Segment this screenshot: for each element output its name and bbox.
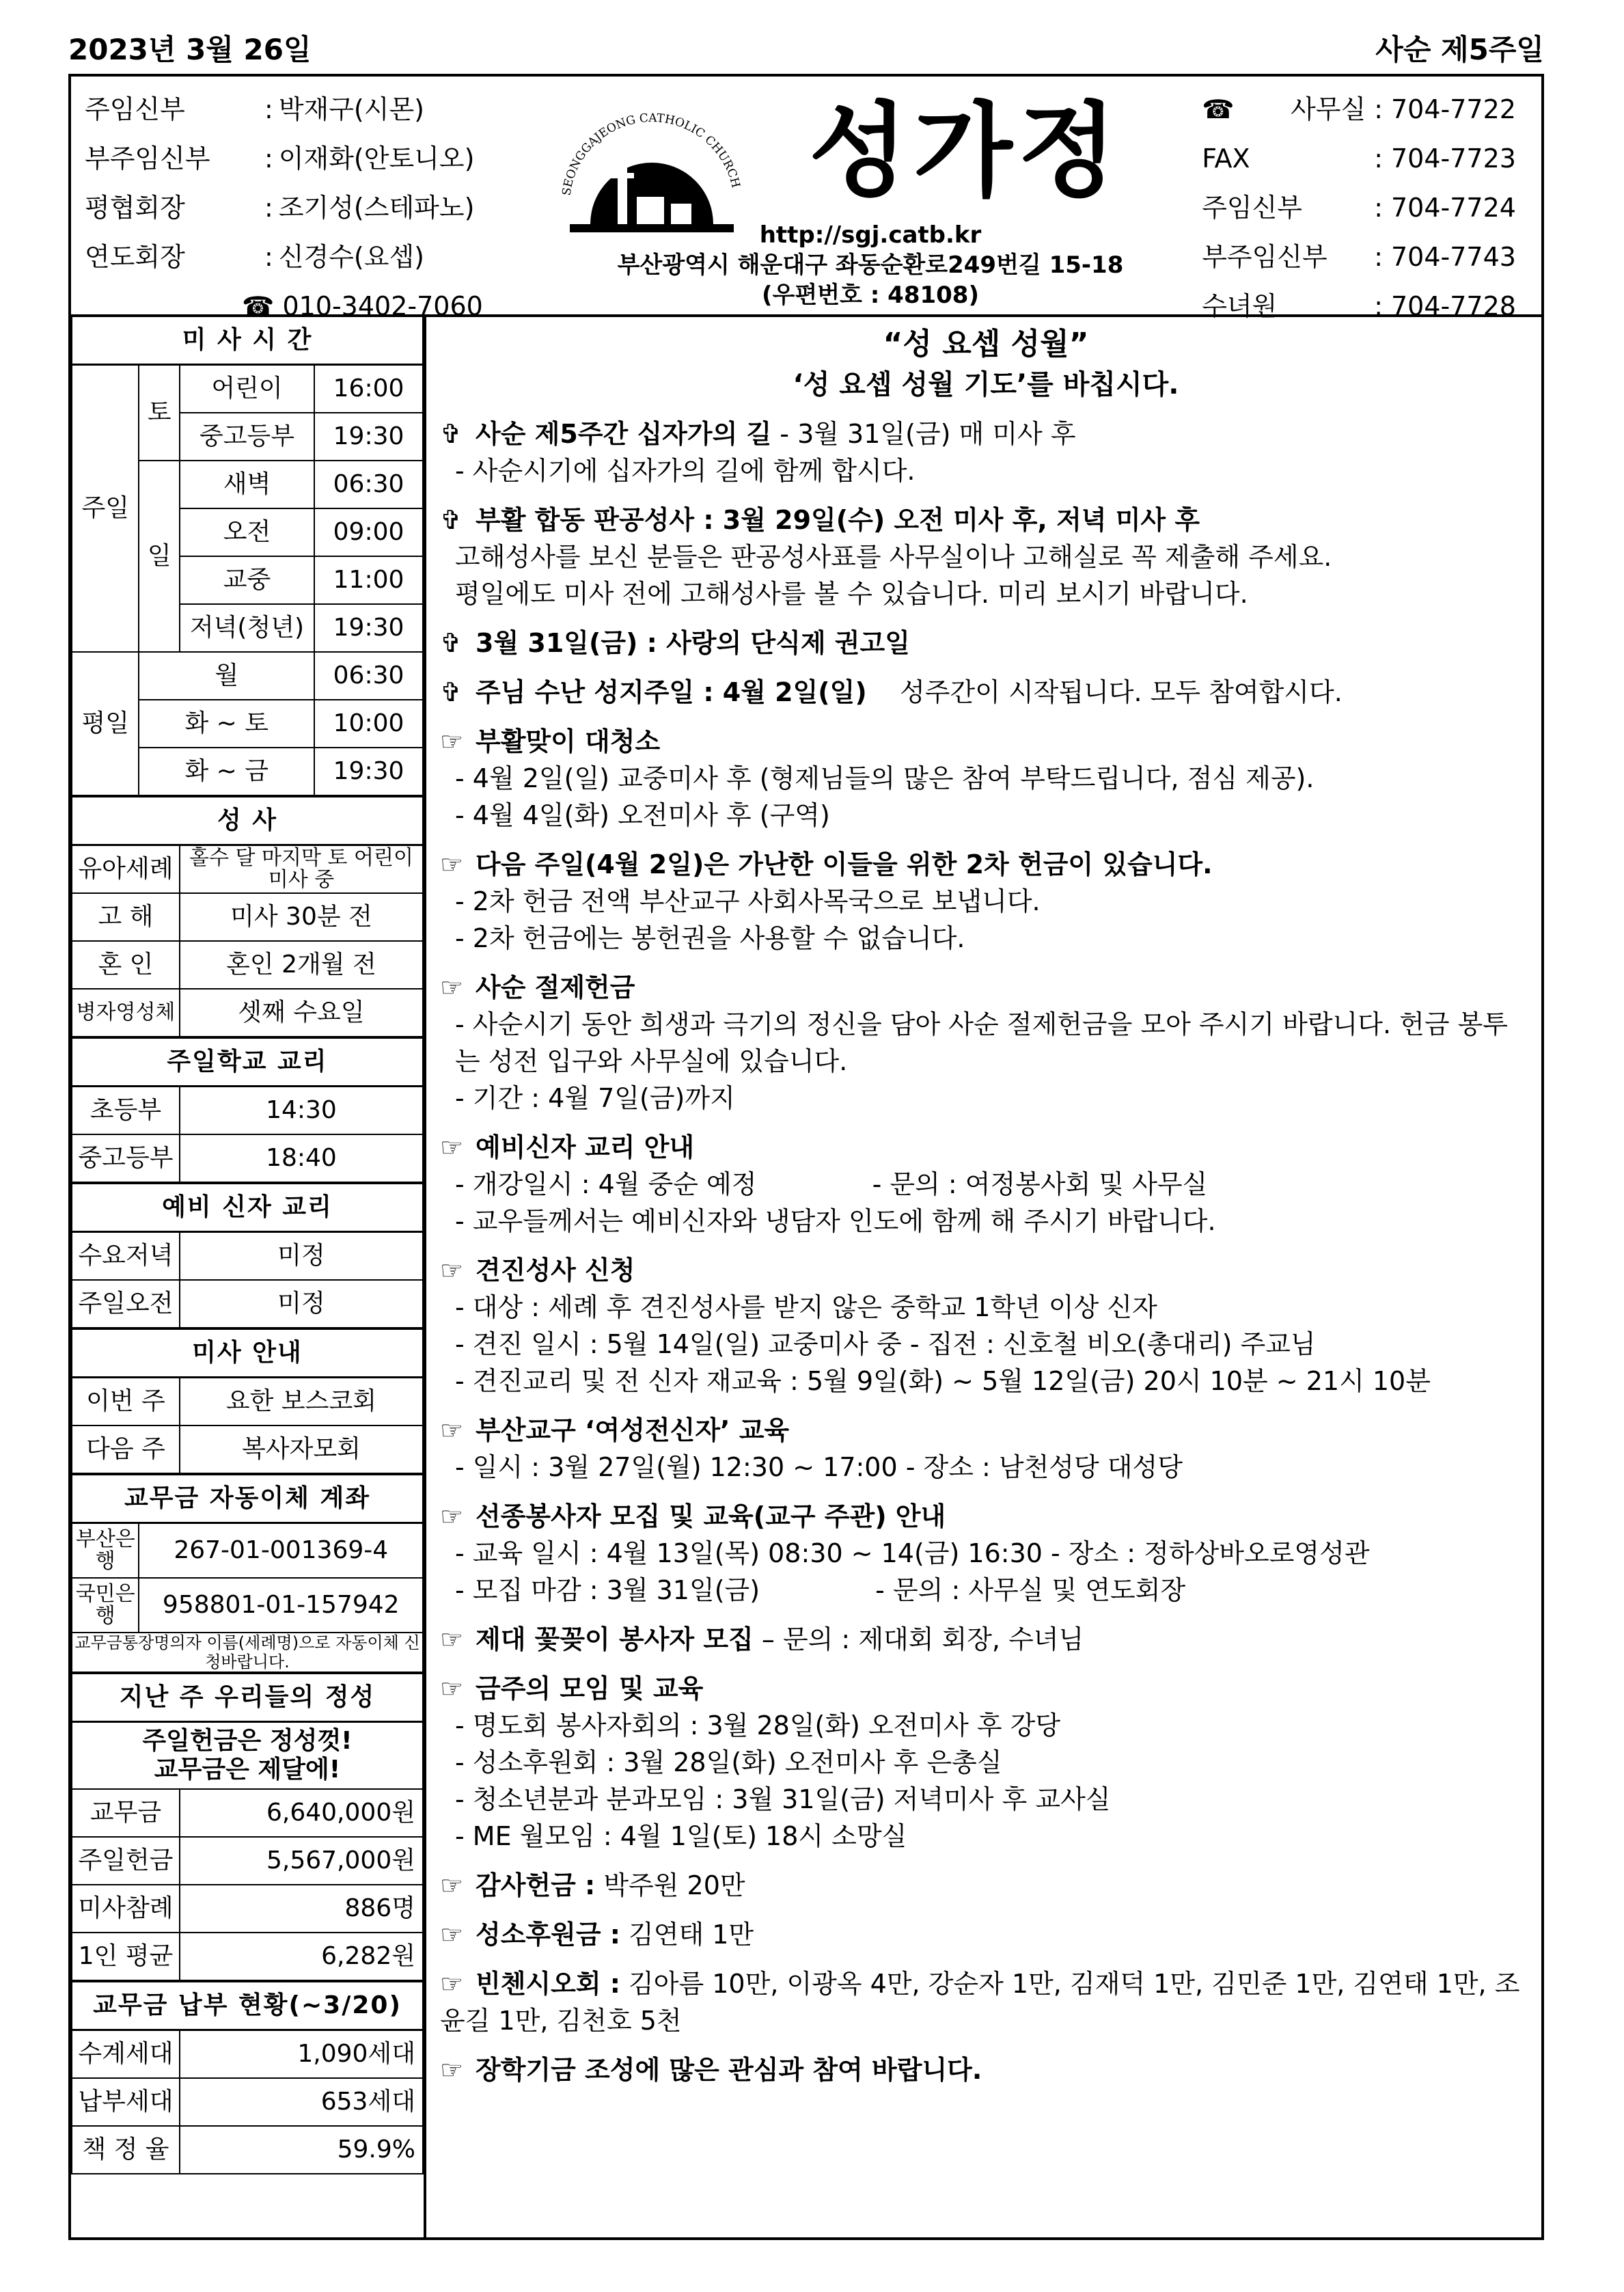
- phone-icon: ☎: [242, 291, 275, 321]
- announcement-title: 제대 꽃꽂이 봉사자 모집: [476, 1624, 754, 1654]
- announcement-line: - 2차 헌금 전액 부산교구 사회사목국으로 보냅니다.: [455, 886, 1041, 916]
- announcement-head: [440, 502, 1532, 538]
- announcement-item: [440, 1252, 1532, 1400]
- sidebar-table: 미 사 시 간 주일 토 어린이 16:00 중고등부 19:30 일 새벽 06:30 오전 09:00 교중 11:00 저녁(청년) 19:30 평일 월 06:30 화 ~ 토 10:00 화 ~ 금 19:30 성 사 유아세례 홀수 달 마지막 토 어린이 미사 중 고 해 미사 30분 전 혼 인 혼인 2개월 전 병자영성체 셋째 수요일 주일학교 교리 초등부 14:30 중고등부 18:40 예비 신자 교리 수요저녁 미정 주일오전 미정 미사 안내 이번 주 요한 보스코회 다음 주 복사자모회 교무금 자동이체 계좌 부산은행 267-01-001369-4 국민은행 958801-01-157942 교무금통장명의자 이름(세례명)으로 자동이체 신청바랍니다. 지난 주 우리들의 정성 주일헌금은 정성껏! 교무금은 제달에! 교무금 6,640,000원 주일헌금 5,567,000원 미사참례 886명 1인 평균 6,282원 교무금 납부 현황(~3/20) 수계세대 1,090세대 납부세대 653세대 책 정 율 59.9%: [71, 317, 424, 2174]
- address-block: [590, 220, 1151, 310]
- staff-phone: ☎ 010-3402-7060: [85, 282, 483, 331]
- cross-icon: ✞: [440, 505, 462, 535]
- cross-icon: ✞: [440, 677, 462, 707]
- announcement-item: [440, 1965, 1532, 2039]
- pointing-hand-icon: ☞: [440, 1255, 464, 1285]
- announcement-item: [440, 1670, 1532, 1855]
- announcement-line: - 교육 일시 : 4월 13일(목) 08:30 ~ 14(금) 16:30 - 장소 : 정하상바오로영성관: [455, 1538, 1370, 1568]
- announcement-item: [440, 846, 1532, 957]
- pointing-hand-icon: ☞: [440, 1920, 464, 1950]
- announcement-item: [440, 625, 1532, 661]
- postal-code: (우편번호 : 48108): [761, 282, 979, 309]
- logo-text: SEONGGAJEONG CATHOLIC CHURCH: [560, 111, 743, 197]
- announcement-head: [440, 969, 1532, 1006]
- announcement-head: [440, 1965, 1532, 2039]
- announcement-title: 빈첸시오회 :: [476, 1969, 620, 1999]
- announcement-list: [440, 415, 1532, 2088]
- announcement-title: 다음 주일(4월 2일)은 가난한 이들을 위한 2차 헌금이 있습니다.: [476, 849, 1213, 879]
- announcement-line: 고해성사를 보신 분들은 판공성사표를 사무실이나 고해실로 꼭 제출해 주세요.: [455, 542, 1332, 572]
- announcement-item: [440, 1916, 1532, 1953]
- announcement-title: 부산교구 ‘여성전신자’ 교육: [476, 1415, 790, 1445]
- announcement-line: - 일시 : 3월 27일(월) 12:30 ~ 17:00 - 장소 : 남천성당 대성당: [455, 1452, 1183, 1482]
- main-heading: “성 요셉 성월”: [883, 327, 1089, 361]
- announcement-item: [440, 674, 1532, 711]
- announcement-title: 사순 절제헌금: [476, 972, 635, 1002]
- mass-guide-title: 미사 안내: [72, 1328, 423, 1378]
- announcement-note: – 문의 : 제대회 회장, 수녀님: [753, 1624, 1084, 1654]
- top-bar: [68, 27, 1544, 68]
- account-title: 교무금 자동이체 계좌: [72, 1474, 423, 1523]
- contact-row: 수녀원 : 704-7728: [1202, 291, 1516, 321]
- announcement-head: [440, 1621, 1532, 1658]
- payment-title: 교무금 납부 현황(~3/20): [72, 1981, 423, 2030]
- pointing-hand-icon: ☞: [440, 1415, 464, 1445]
- staff-row: 주임신부 : 박재구(시몬): [85, 94, 425, 124]
- staff-list: [85, 85, 483, 331]
- offering-slogan: 주일헌금은 정성껏! 교무금은 제달에!: [72, 1722, 423, 1790]
- announcement-item: [440, 415, 1532, 489]
- website[interactable]: http://sgj.catb.kr: [759, 221, 982, 249]
- announcement-line: - 모집 마감 : 3월 31일(금) - 문의 : 사무실 및 연도회장: [455, 1575, 1186, 1605]
- offering-title: 지난 주 우리들의 정성: [72, 1673, 423, 1722]
- sun-label: 일: [139, 461, 179, 652]
- announcement-title: 부활맞이 대청소: [476, 726, 661, 756]
- pointing-hand-icon: ☞: [440, 2055, 464, 2085]
- announcements: [440, 324, 1532, 2101]
- announcement-title: 주님 수난 성지주일 : 4월 2일(일): [476, 677, 867, 707]
- announcement-head: [440, 1867, 1532, 1904]
- announcement-line: - 4월 4일(화) 오전미사 후 (구역): [455, 800, 830, 830]
- bulletin-title: 성가정: [809, 92, 1123, 211]
- pointing-hand-icon: ☞: [440, 1674, 464, 1704]
- staff-row: 평협회장 : 조기성(스테파노): [85, 193, 475, 223]
- announcement-head: [440, 1252, 1532, 1289]
- announcement-line: - 견진교리 및 전 신자 재교육 : 5월 9일(화) ~ 5월 12일(금) 20시 10분 ~ 21시 10분: [455, 1366, 1431, 1396]
- announcement-title: 장학기금 조성에 많은 관심과 참여 바랍니다.: [476, 2055, 982, 2085]
- announcement-item: [440, 1498, 1532, 1609]
- announcement-item: [440, 1621, 1532, 1658]
- announcement-item: [440, 1129, 1532, 1240]
- issue-date: 2023년 3월 26일: [68, 33, 312, 66]
- announcement-note: 박주원 20만: [595, 1870, 745, 1900]
- announcement-head: [440, 1498, 1532, 1535]
- announcement-head: [440, 846, 1532, 883]
- announcement-title: 견진성사 신청: [476, 1255, 635, 1285]
- bulletin-frame: [68, 74, 1544, 2240]
- announcement-line: - 사순시기에 십자가의 길에 함께 합시다.: [455, 456, 916, 486]
- announcement-title: 3월 31일(금) : 사랑의 단식제 권고일: [476, 628, 910, 658]
- announcement-title: 성소후원금 :: [476, 1920, 620, 1950]
- announcement-line: - 개강일시 : 4월 중순 예정 - 문의 : 여정봉사회 및 사무실: [455, 1169, 1208, 1199]
- announcement-note: - 3월 31일(금) 매 미사 후: [771, 419, 1076, 449]
- pointing-hand-icon: ☞: [440, 849, 464, 879]
- announcement-head: [440, 1412, 1532, 1449]
- announcement-head: [440, 674, 1532, 711]
- staff-row: 부주임신부 : 이재화(안토니오): [85, 144, 475, 174]
- announcement-line: - 교우들께서는 예비신자와 냉담자 인도에 함께 해 주시기 바랍니다.: [455, 1206, 1216, 1236]
- sacrament-title: 성 사: [72, 796, 423, 845]
- announcement-head: [440, 2051, 1532, 2088]
- announcement-line: - 2차 헌금에는 봉헌권을 사용할 수 없습니다.: [455, 923, 965, 953]
- announcement-title: 금주의 모임 및 교육: [476, 1674, 704, 1704]
- announcement-line: - 성소후원회 : 3월 28일(화) 오전미사 후 은총실: [455, 1747, 1002, 1777]
- announcement-head: [440, 625, 1532, 661]
- announcement-head: [440, 415, 1532, 452]
- announcement-note: 성주간이 시작됩니다. 모두 참여합시다.: [866, 677, 1343, 707]
- address: 부산광역시 해운대구 좌동순환로249번길 15-18: [617, 251, 1124, 279]
- announcement-line: - ME 월모임 : 4월 1일(토) 18시 소망실: [455, 1821, 907, 1851]
- announcement-item: [440, 2051, 1532, 2088]
- announcement-line: 평일에도 미사 전에 고해성사를 볼 수 있습니다. 미리 보시기 바랍니다.: [455, 579, 1248, 609]
- announcement-item: [440, 723, 1532, 834]
- contact-list: [1202, 85, 1534, 331]
- pointing-hand-icon: ☞: [440, 1624, 464, 1654]
- contact-row: 부주임신부 : 704-7743: [1202, 242, 1516, 272]
- contact-row: 주임신부 : 704-7724: [1202, 193, 1516, 223]
- weekday-label: 평일: [72, 652, 139, 796]
- pointing-hand-icon: ☞: [440, 1969, 464, 1999]
- header: [71, 77, 1541, 321]
- pointing-hand-icon: ☞: [440, 1870, 464, 1900]
- announcement-title: 사순 제5주간 십자가의 길: [476, 419, 772, 449]
- sunday-school-title: 주일학교 교리: [72, 1037, 423, 1087]
- announcement-title: 감사헌금 :: [476, 1870, 596, 1900]
- saturday-label: 토: [139, 365, 179, 461]
- pointing-hand-icon: ☞: [440, 1501, 464, 1531]
- announcement-item: [440, 1867, 1532, 1904]
- pointing-hand-icon: ☞: [440, 972, 464, 1002]
- staff-row: 연도회장 : 신경수(요셉): [85, 242, 425, 272]
- announcement-head: [440, 1916, 1532, 1953]
- cross-icon: ✞: [440, 628, 462, 658]
- announcement-line: - 명도회 봉사자회의 : 3월 28일(화) 오전미사 후 강당: [455, 1710, 1061, 1741]
- catechumen-title: 예비 신자 교리: [72, 1183, 423, 1232]
- announcement-line: - 사순시기 동안 희생과 극기의 정신을 담아 사순 절제헌금을 모아 주시기 바랍니다. 헌금 봉투는 성전 입구와 사무실에 있습니다.: [455, 1009, 1509, 1076]
- announcement-line: - 견진 일시 : 5월 14일(일) 교중미사 중 - 집전 : 신호철 비오(총대리) 주교님: [455, 1329, 1316, 1359]
- announcement-head: [440, 1670, 1532, 1707]
- account-note: 교무금통장명의자 이름(세례명)으로 자동이체 신청바랍니다.: [72, 1633, 423, 1673]
- announcement-head: [440, 723, 1532, 760]
- main-subheading: ‘성 요셉 성월 기도’를 바칩시다.: [793, 369, 1179, 400]
- announcement-title: 예비신자 교리 안내: [476, 1132, 695, 1162]
- announcement-item: [440, 969, 1532, 1117]
- contact-row: ☎ 사무실 : 704-7722: [1202, 94, 1516, 124]
- announcement-head: [440, 1129, 1532, 1166]
- contact-row: FAX : 704-7723: [1202, 144, 1516, 174]
- liturgical-season: 사순 제5주일: [1375, 33, 1544, 66]
- announcement-item: [440, 502, 1532, 612]
- announcement-line: - 4월 2일(일) 교중미사 후 (형제님들의 많은 참여 부탁드립니다, 점심 제공).: [455, 763, 1315, 793]
- announcement-note: 김아름 10만, 이광옥 4만, 강순자 1만, 김재덕 1만, 김민준 1만, 김연태 1만, 조윤길 1만, 김천호 5천: [440, 1969, 1520, 2036]
- cross-icon: ✞: [440, 419, 462, 449]
- announcement-note: 김연태 1만: [620, 1920, 754, 1950]
- sidebar: [71, 317, 426, 2237]
- mass-times-title: 미 사 시 간: [72, 317, 423, 365]
- announcement-line: - 기간 : 4월 7일(금)까지: [455, 1083, 735, 1113]
- announcement-line: - 청소년분과 분과모임 : 3월 31일(금) 저녁미사 후 교사실: [455, 1784, 1111, 1814]
- announcement-line: - 대상 : 세례 후 견진성사를 받지 않은 중학교 1학년 이상 신자: [455, 1292, 1157, 1322]
- announcement-title: 부활 합동 판공성사 : 3월 29일(수) 오전 미사 후, 저녁 미사 후: [476, 505, 1200, 535]
- announcement-item: [440, 1412, 1532, 1486]
- pointing-hand-icon: ☞: [440, 726, 464, 756]
- pointing-hand-icon: ☞: [440, 1132, 464, 1162]
- sunday-label: 주일: [72, 365, 139, 653]
- announcement-title: 선종봉사자 모집 및 교육(교구 주관) 안내: [476, 1501, 946, 1531]
